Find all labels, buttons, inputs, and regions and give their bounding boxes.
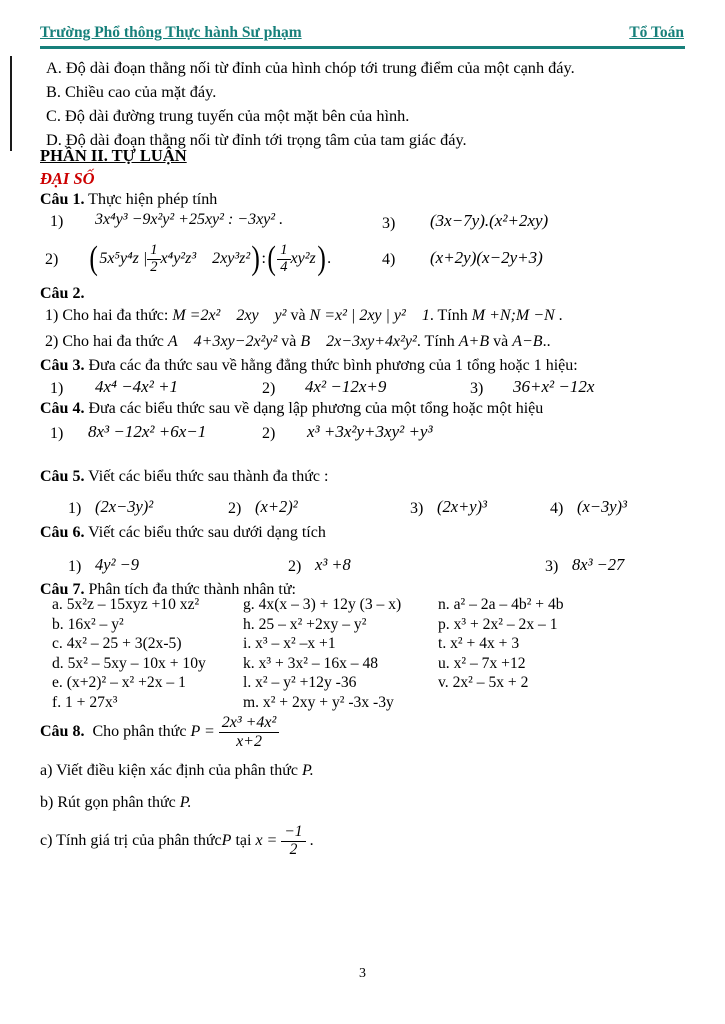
q3-item1-expression: 4x⁴ −4x² +1 xyxy=(95,377,179,396)
q2-label: Câu 2. xyxy=(40,285,85,302)
q7-item: p. x³ + 2x² – 2x – 1 xyxy=(438,615,558,633)
q6-item2-number: 2) xyxy=(288,558,302,575)
q3-heading xyxy=(40,357,578,375)
fraction-denominator: 2 xyxy=(289,840,298,858)
text: .. xyxy=(542,333,551,350)
fraction xyxy=(147,243,160,275)
text: a) Viết điều kiện xác định của phân thức xyxy=(40,762,302,779)
q1-item3-number: 3) xyxy=(382,215,396,232)
period: . xyxy=(327,250,332,267)
text: . Tính xyxy=(416,333,459,350)
q8-fraction xyxy=(219,714,280,750)
close-paren: ) xyxy=(251,239,261,277)
math-part: A−B xyxy=(512,333,543,350)
q6-item3-expression: 8x³ −27 xyxy=(572,555,625,574)
q7-item: c. 4x² – 25 + 3(2x-5) xyxy=(52,635,182,653)
divide-colon: : xyxy=(261,250,266,267)
q5-item3-number: 3) xyxy=(410,500,424,517)
department-name: Tổ Toán xyxy=(629,24,684,41)
header-rule xyxy=(40,46,685,49)
text: 2) Cho hai đa thức xyxy=(45,333,168,350)
q8-part-a xyxy=(40,762,314,780)
math-part: B 2x−3xy+4x²y² xyxy=(300,333,417,350)
q5-item1-expression: (2x−3y)² xyxy=(95,497,154,516)
q6-prompt: Viết các biểu thức sau dưới dạng tích xyxy=(84,524,326,541)
q2-line1 xyxy=(45,307,563,325)
q1-item3-expression: (3x−7y).(x²+2xy) xyxy=(430,211,549,230)
fraction-numerator: −1 xyxy=(281,824,305,842)
text: tại xyxy=(231,832,256,849)
q6-item2-expression: x³ +8 xyxy=(315,555,351,574)
q3-item2-number: 2) xyxy=(262,380,276,397)
text: và xyxy=(286,307,310,324)
math-part: P xyxy=(221,832,232,849)
qc-fraction xyxy=(281,824,305,858)
q7-column-1 xyxy=(52,595,206,713)
q5-item4-number: 4) xyxy=(550,500,564,517)
q7-column-3 xyxy=(438,595,564,693)
q5-item1-number: 1) xyxy=(68,500,82,517)
q3-prompt: Đưa các đa thức sau về hằng đẳng thức bình phương của 1 tổng hoặc 1 hiệu: xyxy=(84,357,578,374)
option-a: A. Độ dài đoạn thẳng nối từ đỉnh của hình chóp tới trung điểm của một cạnh đáy. xyxy=(46,58,575,77)
q7-item: a. 5x²z – 15xyz +10 xz² xyxy=(52,596,200,613)
text: c) Tính giá trị của phân thức xyxy=(40,832,222,849)
q1-item4-expression: (x+2y)(x−2y+3) xyxy=(430,248,543,267)
q5-item4-expression: (x−3y)³ xyxy=(577,497,627,516)
q4-item1-expression: 8x³ −12x² +6x−1 xyxy=(88,422,207,441)
q5-item2-expression: (x+2)² xyxy=(255,497,298,516)
fraction-numerator: 1 xyxy=(147,243,160,260)
q7-item: t. x² + 4x + 3 xyxy=(438,635,520,653)
text: . Tính xyxy=(429,307,472,324)
q7-prompt: Phân tích đa thức thành nhân tử: xyxy=(84,581,296,598)
q5-label: Câu 5. xyxy=(40,468,85,485)
math-part: P. xyxy=(302,762,314,779)
q7-label: Câu 7. xyxy=(40,581,85,598)
q5-item3-expression: (2x+y)³ xyxy=(437,497,487,516)
q6-label: Câu 6. xyxy=(40,524,85,541)
q7-item: b. 16x² – y² xyxy=(52,615,124,633)
q8-part-c xyxy=(40,818,314,864)
q7-item: v. 2x² – 5x + 2 xyxy=(438,674,529,692)
q7-item: n. a² – 2a – 4b² + 4b xyxy=(438,596,564,613)
fraction xyxy=(277,243,290,275)
q4-label: Câu 4. xyxy=(40,400,85,417)
math-part: A+B xyxy=(458,333,490,350)
fraction-denominator: 4 xyxy=(280,258,288,275)
math-part: x = xyxy=(255,832,278,849)
close-paren: ) xyxy=(317,239,326,277)
q4-item1-number: 1) xyxy=(50,425,64,442)
open-paren: ( xyxy=(89,239,98,277)
q3-label: Câu 3. xyxy=(40,357,85,374)
q7-item: m. x² + 2xy + y² -3x -3y xyxy=(243,693,394,711)
page-number: 3 xyxy=(359,966,366,981)
q7-item: i. x³ – x² –x +1 xyxy=(243,635,336,653)
math-part: N =x² | 2xy | y² 1 xyxy=(309,307,430,324)
q3-item1-number: 1) xyxy=(50,380,64,397)
q7-item: e. (x+2)² – x² +2x – 1 xyxy=(52,674,186,692)
q7-item: g. 4x(x – 3) + 12y (3 – x) xyxy=(243,596,402,613)
text: 1) Cho hai đa thức: xyxy=(45,307,173,324)
open-paren: ( xyxy=(267,239,276,277)
q1-item1-number: 1) xyxy=(50,213,64,230)
math-part: 5x⁵y⁴z | xyxy=(99,250,148,267)
q7-item: h. 25 – x² +2xy – y² xyxy=(243,615,367,633)
q1-item2-expression xyxy=(88,237,331,281)
q1-label: Câu 1. xyxy=(40,191,85,208)
q4-prompt: Đưa các biểu thức sau về dạng lập phương của một tổng hoặc một hiệu xyxy=(84,400,544,417)
q7-item: l. x² – y² +12y -36 xyxy=(243,674,357,692)
q7-item: f. 1 + 27x³ xyxy=(52,693,118,711)
q5-heading xyxy=(40,468,328,486)
q3-item2-expression: 4x² −12x+9 xyxy=(305,377,387,396)
q7-item: u. x² – 7x +12 xyxy=(438,654,526,672)
fraction-numerator: 2x³ +4x² xyxy=(219,714,280,732)
option-b: B. Chiều cao của mặt đáy. xyxy=(46,82,217,101)
text: và xyxy=(277,333,301,350)
fraction-denominator: 2 xyxy=(150,258,158,275)
q6-item3-number: 3) xyxy=(545,558,559,575)
option-d: D. Độ dài đoạn thẳng nối từ đỉnh tới trọng tâm của tam giác đáy. xyxy=(46,130,467,149)
q8-heading xyxy=(40,706,279,758)
q4-heading xyxy=(40,400,543,418)
q3-item3-expression: 36+x² −12x xyxy=(513,377,595,396)
q6-item1-expression: 4y² −9 xyxy=(95,555,140,574)
q2-line2 xyxy=(45,333,551,351)
q3-item3-number: 3) xyxy=(470,380,484,397)
q1-heading xyxy=(40,191,217,209)
part2-title: PHẦN II. TỰ LUẬN xyxy=(40,146,187,165)
math-part: P. xyxy=(179,794,192,811)
text: và xyxy=(489,333,513,350)
text: . xyxy=(554,307,563,324)
left-border-line xyxy=(10,56,12,151)
text: . xyxy=(305,832,314,849)
q1-item2-number: 2) xyxy=(45,251,59,268)
subject-heading: ĐẠI SỐ xyxy=(40,169,95,188)
math-part: M +N;M −N xyxy=(471,307,555,324)
q8-part-b xyxy=(40,794,191,812)
q4-item2-number: 2) xyxy=(262,425,276,442)
math-part: xy²z xyxy=(290,250,316,267)
fraction-denominator: x+2 xyxy=(236,732,262,750)
school-name: Trường Phổ thông Thực hành Sư phạm xyxy=(40,24,302,41)
q6-heading xyxy=(40,524,326,542)
fraction-numerator: 1 xyxy=(277,243,290,260)
q7-item: k. x³ + 3x² – 16x – 48 xyxy=(243,654,379,672)
q5-prompt: Viết các biểu thức sau thành đa thức : xyxy=(84,468,329,485)
q7-item: d. 5x² – 5xy – 10x + 10y xyxy=(52,654,206,672)
q1-item4-number: 4) xyxy=(382,251,396,268)
q4-item2-expression: x³ +3x²y+3xy² +y³ xyxy=(307,422,433,441)
q1-item1-expression: 3x⁴y³ −9x²y² +25xy² : −3xy² . xyxy=(95,211,284,228)
q6-item1-number: 1) xyxy=(68,558,82,575)
math-part: M =2x² 2xy y² xyxy=(172,307,287,324)
math-part: A 4+3xy−2x²y² xyxy=(167,333,278,350)
option-c: C. Độ dài đường trung tuyến của một mặt bên của hình. xyxy=(46,106,410,125)
q8-label: Câu 8. xyxy=(40,723,85,740)
text: b) Rút gọn phân thức xyxy=(40,794,180,811)
q7-column-2 xyxy=(243,595,401,713)
q1-prompt: Thực hiện phép tính xyxy=(84,191,218,208)
q8-variable: P = xyxy=(190,723,215,740)
math-part: x⁴y²z³ 2xy³z² xyxy=(160,250,251,267)
q8-text: Cho phân thức xyxy=(84,723,191,740)
q5-item2-number: 2) xyxy=(228,500,242,517)
